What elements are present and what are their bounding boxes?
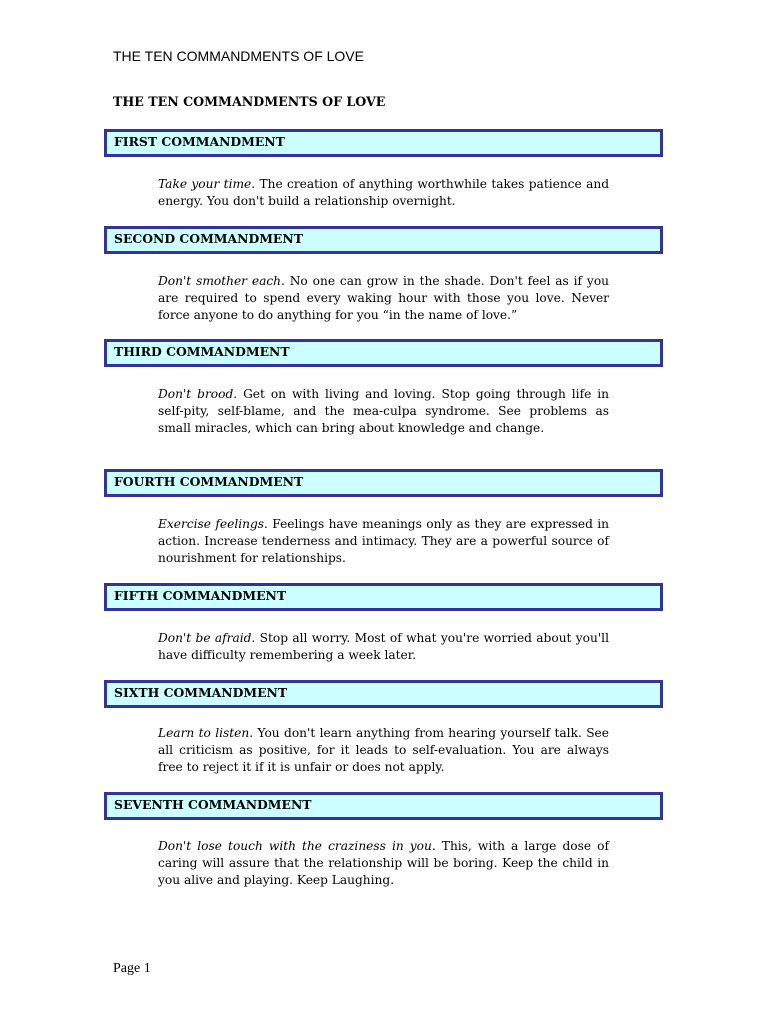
section-heading-box xyxy=(104,792,663,820)
section-paragraph xyxy=(158,386,609,437)
section-heading-box xyxy=(104,469,663,497)
page-header: THE TEN COMMANDMENTS OF LOVE xyxy=(113,48,364,64)
paragraph-body: The creation of anything worthwhile takes patience and energy. You don't build a relationship overnight. xyxy=(158,177,609,208)
section-heading: FIFTH COMMANDMENT xyxy=(114,588,287,603)
paragraph-lead: Learn to listen. xyxy=(158,726,254,740)
section-heading: FOURTH COMMANDMENT xyxy=(114,474,304,489)
paragraph-body: Stop all worry. Most of what you're worried about you'll have difficulty remembering a week later. xyxy=(158,631,609,662)
section-heading: SIXTH COMMANDMENT xyxy=(114,685,288,700)
section-paragraph xyxy=(158,725,609,776)
section-heading: THIRD COMMANDMENT xyxy=(114,344,290,359)
section-heading: SECOND COMMANDMENT xyxy=(114,231,303,246)
section-paragraph xyxy=(158,273,609,324)
section-heading: SEVENTH COMMANDMENT xyxy=(114,797,312,812)
section-paragraph xyxy=(158,630,609,664)
paragraph-body: Get on with living and loving. Stop going through life in self-pity, self-blame, and the mea-culpa syndrome. See problems as small miracles, which can bring about knowledge and change. xyxy=(158,387,609,435)
section-heading-box xyxy=(104,339,663,367)
paragraph-lead: Don't brood. xyxy=(158,387,238,401)
paragraph-lead: Don't be afraid. xyxy=(158,631,256,645)
section-paragraph xyxy=(158,838,609,889)
paragraph-lead: Don't smother each. xyxy=(158,274,285,288)
section-heading-box xyxy=(104,583,663,611)
section-heading-box xyxy=(104,129,663,157)
paragraph-body: Feelings have meanings only as they are expressed in action. Increase tenderness and intimacy. They are a powerful source of nourishment for relationships. xyxy=(158,517,609,565)
section-heading: FIRST COMMANDMENT xyxy=(114,134,285,149)
paragraph-lead: Don't lose touch with the craziness in you. xyxy=(158,839,436,853)
paragraph-body: This, with a large dose of caring will assure that the relationship will be boring. Keep the child in you alive and playing. Keep Laughing. xyxy=(158,839,609,887)
section-heading-box xyxy=(104,226,663,254)
paragraph-lead: Exercise feelings. xyxy=(158,517,268,531)
paragraph-body: No one can grow in the shade. Don't feel as if you are required to spend every waking hour with those you love. Never force anyone to do anything for you “in the name of love.” xyxy=(158,274,610,322)
paragraph-body: You don't learn anything from hearing yourself talk. See all criticism as positive, for it leads to self-evaluation. You are always free to reject it if it is unfair or does not apply. xyxy=(158,726,609,774)
section-paragraph xyxy=(158,176,609,210)
page-number: Page 1 xyxy=(113,961,151,976)
section-paragraph xyxy=(158,516,609,567)
section-heading-box xyxy=(104,680,663,708)
paragraph-lead: Take your time. xyxy=(158,177,256,191)
document-title: THE TEN COMMANDMENTS OF LOVE xyxy=(113,94,386,109)
